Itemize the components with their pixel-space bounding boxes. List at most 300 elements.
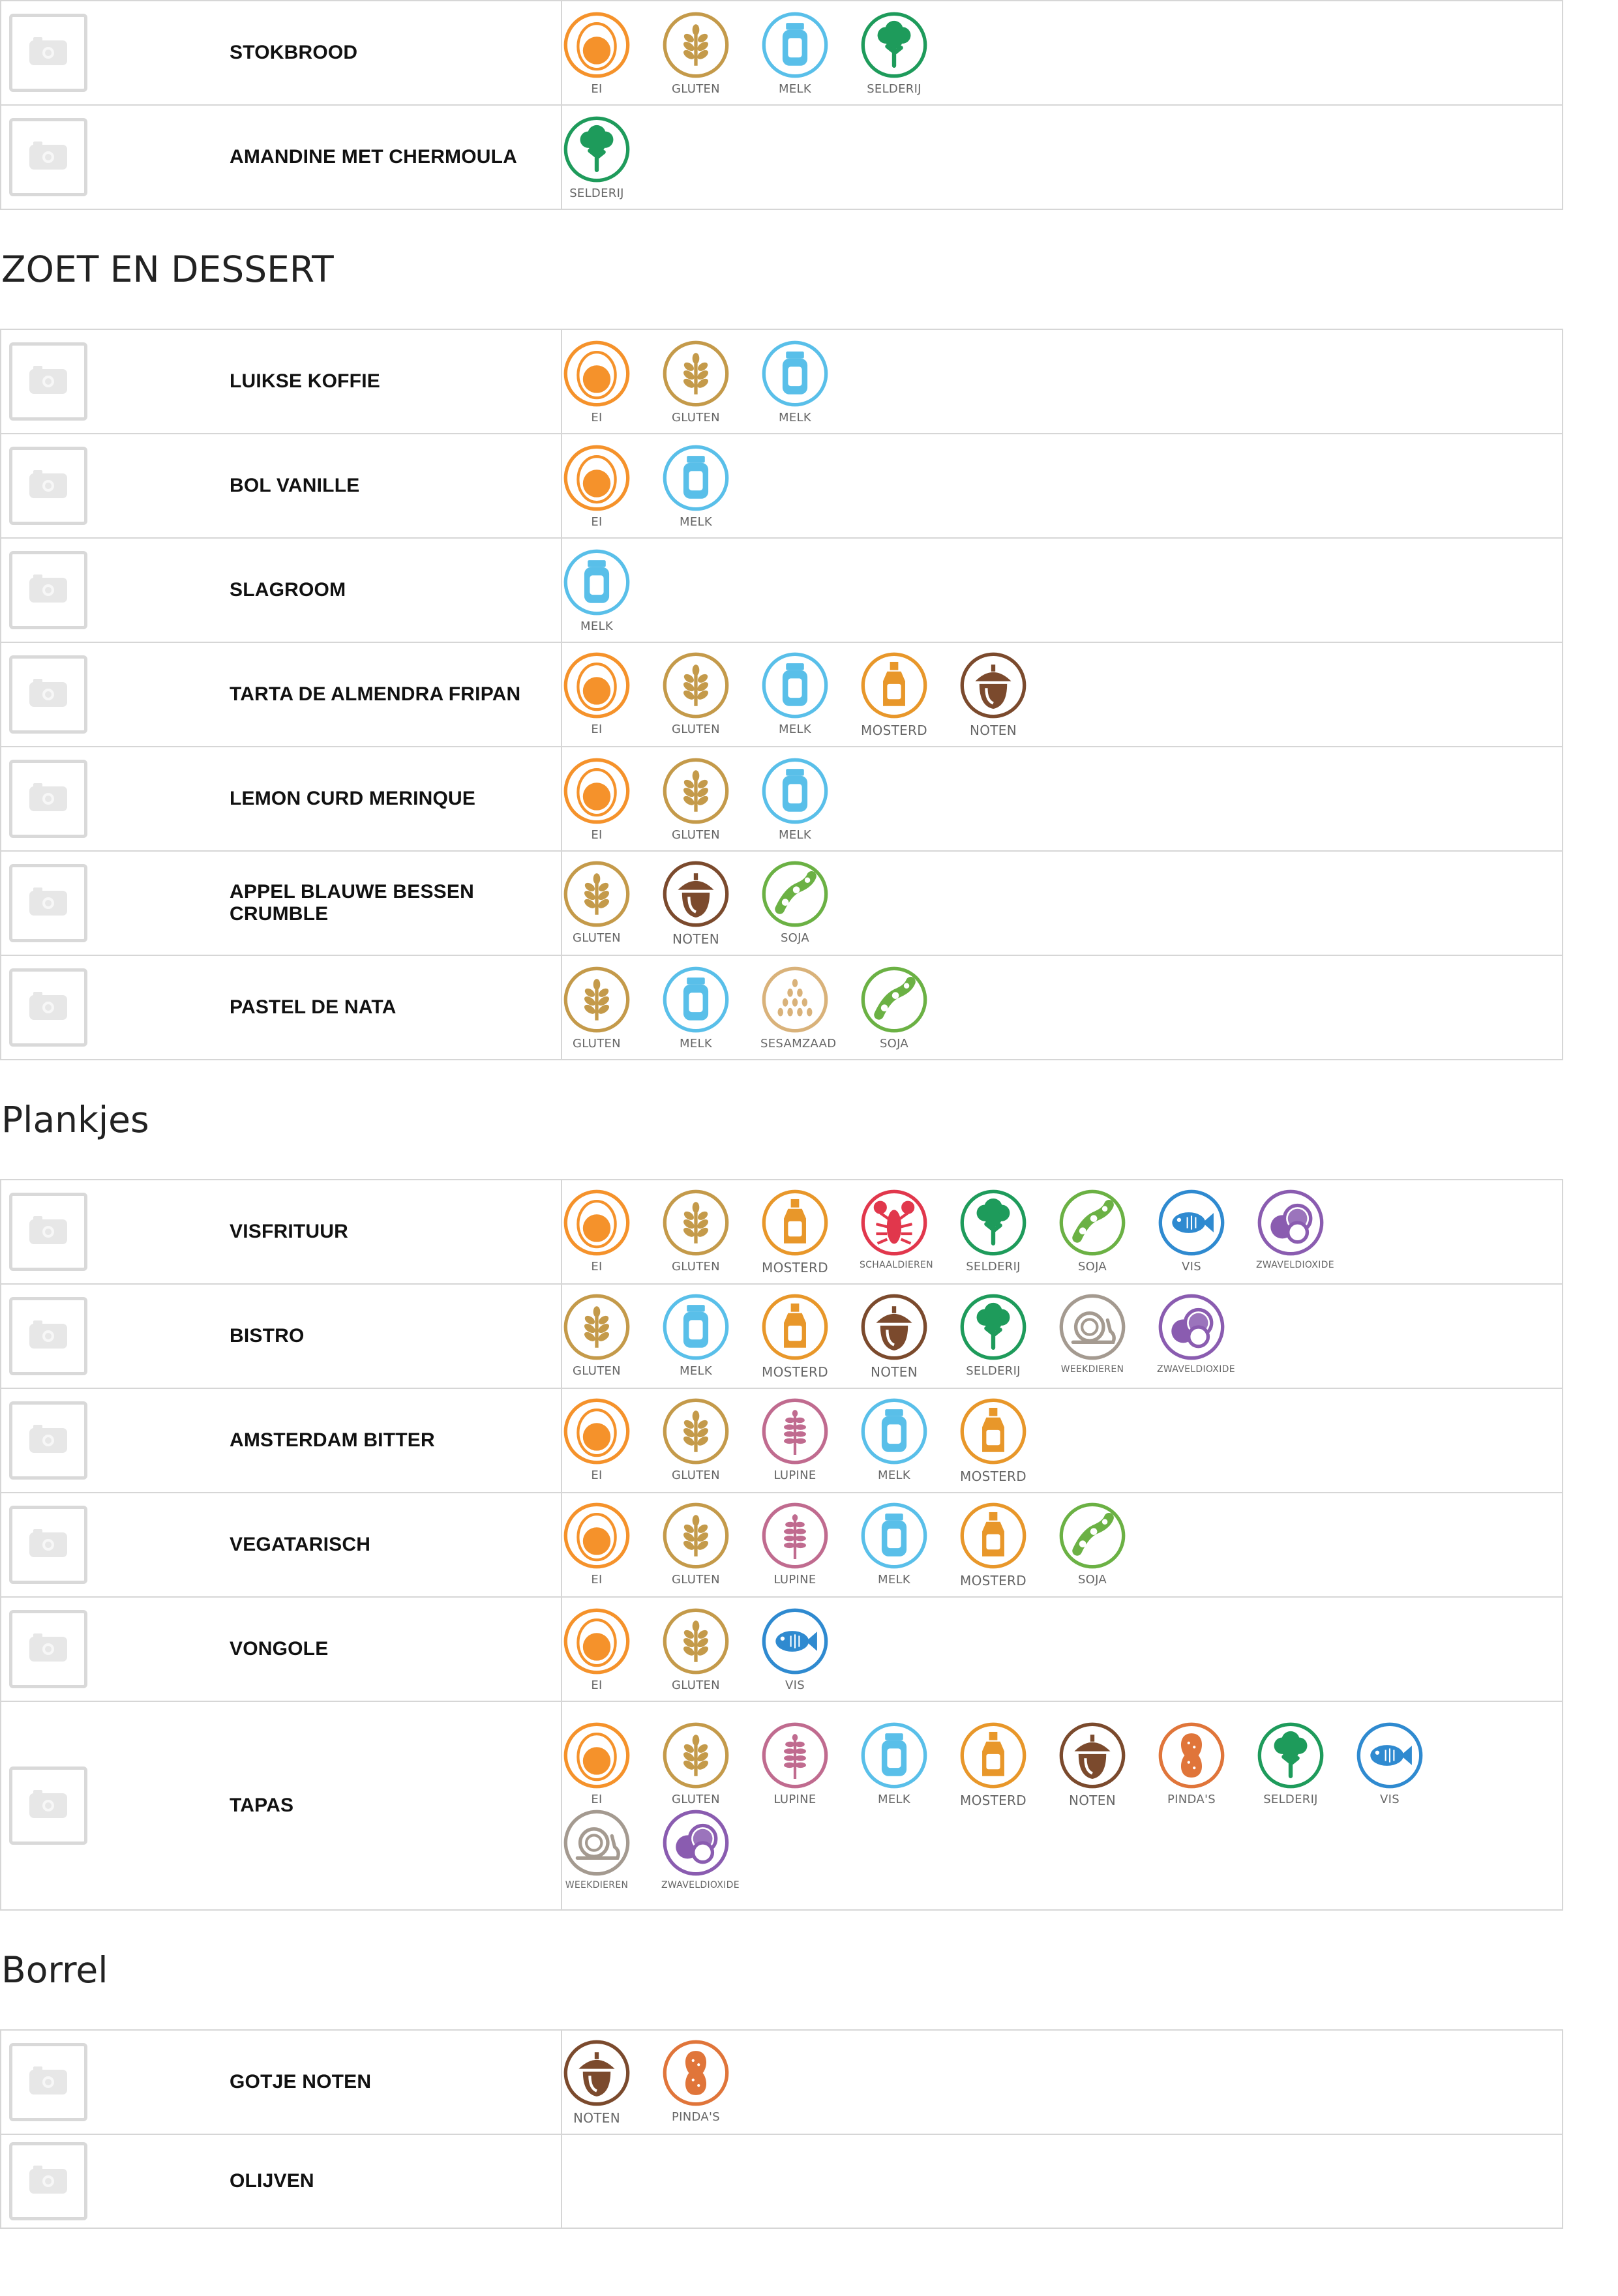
melk-icon [661, 965, 730, 1034]
allergen-list [562, 1721, 1475, 1890]
gluten-icon [661, 10, 730, 80]
soja-icon [860, 965, 929, 1034]
photo-placeholder-icon[interactable] [9, 342, 87, 421]
allergen-gluten [661, 1188, 760, 1275]
ei-icon [562, 651, 631, 720]
gluten-icon [661, 1607, 730, 1676]
allergen-label: LUPINE [773, 1793, 816, 1806]
allergen-label: SOJA [1077, 1260, 1107, 1274]
allergen-weekdieren [1058, 1292, 1157, 1380]
photo-placeholder-icon[interactable] [9, 1610, 87, 1688]
photo-placeholder-icon[interactable] [9, 118, 87, 196]
camera-icon [29, 1532, 67, 1557]
melk-icon [760, 756, 830, 826]
dish-info [1, 1493, 561, 1596]
vis-icon [1157, 1188, 1226, 1257]
menu-row [1, 329, 1563, 434]
allergen-list [562, 651, 1475, 738]
allergen-list [562, 339, 1475, 425]
allergen-zwaveldioxide [661, 1808, 760, 1890]
allergen-label: MOSTERD [960, 1469, 1026, 1484]
allergen-label: GLUTEN [672, 1793, 720, 1806]
dish-cell [1, 1493, 562, 1597]
allergen-label: SELDERIJ [569, 186, 624, 200]
mosterd-icon [959, 1397, 1028, 1466]
sesamzaad-icon [760, 965, 830, 1034]
photo-placeholder-icon[interactable] [9, 968, 87, 1047]
allergen-list [562, 1397, 1475, 1484]
allergen-cell [562, 851, 1563, 955]
gluten-icon [661, 1188, 730, 1257]
menu-table [0, 2029, 1563, 2229]
allergen-lupine [760, 1721, 860, 1808]
vis-icon [760, 1607, 830, 1676]
schaaldieren-icon [860, 1188, 929, 1257]
dish-cell [1, 1597, 562, 1701]
allergen-list [562, 1607, 1475, 1692]
camera-icon [29, 1428, 67, 1453]
selderij-icon [959, 1188, 1028, 1257]
dish-name: SLAGROOM [230, 579, 346, 601]
photo-placeholder-icon[interactable] [9, 864, 87, 942]
melk-icon [760, 339, 830, 408]
allergen-label: GLUTEN [672, 410, 720, 425]
zwaveldioxide-icon [661, 1808, 730, 1877]
allergen-soja [1058, 1188, 1157, 1275]
allergen-list [562, 1292, 1475, 1380]
camera-icon [29, 473, 67, 498]
allergen-gluten [661, 1397, 760, 1484]
camera-icon [29, 995, 67, 1020]
allergen-list [562, 756, 1475, 842]
photo-placeholder-icon[interactable] [9, 655, 87, 734]
melk-icon [860, 1721, 929, 1790]
dish-info [1, 434, 561, 537]
photo-placeholder-icon[interactable] [9, 14, 87, 92]
allergen-noten [661, 859, 760, 947]
allergen-cell [562, 1493, 1563, 1597]
allergen-cell [562, 1701, 1563, 1910]
allergen-gluten [661, 1501, 760, 1588]
dish-name: OLIJVEN [230, 2170, 314, 2192]
dish-info [1, 956, 561, 1059]
camera-icon [29, 786, 67, 811]
dish-info [1, 1, 561, 104]
allergen-vis [760, 1607, 860, 1692]
dish-cell [1, 1388, 562, 1493]
dish-info [1, 643, 561, 746]
menu-row [1, 1, 1563, 105]
photo-placeholder-icon[interactable] [9, 1193, 87, 1271]
allergen-list [562, 859, 1475, 947]
allergen-label: VIS [1380, 1793, 1400, 1806]
allergen-label: VIS [785, 1678, 805, 1692]
allergen-label: EI [591, 514, 603, 529]
allergen-label: NOTEN [573, 2110, 621, 2126]
camera-icon [29, 682, 67, 707]
menu-row [1, 2030, 1563, 2134]
melk-icon [562, 548, 631, 617]
ei-icon [562, 1607, 631, 1676]
noten-icon [562, 2038, 631, 2108]
gluten-icon [661, 1501, 730, 1570]
allergen-list [562, 443, 1475, 529]
allergen-noten [860, 1292, 959, 1380]
dish-info [1, 1598, 561, 1701]
allergen-label: MELK [779, 82, 811, 96]
allergen-label: GLUTEN [573, 1364, 621, 1378]
allergen-list [562, 115, 1475, 200]
allergen-ei [562, 1607, 661, 1692]
lupine-icon [760, 1721, 830, 1790]
allergen-label: EI [591, 1469, 603, 1482]
allergen-melk [860, 1501, 959, 1588]
allergen-label: LUPINE [773, 1573, 816, 1587]
allergen-melk [760, 651, 860, 738]
allergen-cell [562, 2134, 1563, 2228]
allergen-list [562, 965, 1475, 1051]
allergen-label: EI [591, 1573, 603, 1587]
zwaveldioxide-icon [1256, 1188, 1325, 1257]
allergen-label: GLUTEN [672, 1678, 720, 1692]
mosterd-icon [760, 1188, 830, 1257]
dish-cell [1, 329, 562, 434]
gluten-icon [661, 651, 730, 720]
dish-cell [1, 434, 562, 538]
dish-info [1, 852, 561, 955]
allergen-schaaldieren [860, 1188, 959, 1275]
menu-row [1, 1388, 1563, 1493]
ei-icon [562, 1188, 631, 1257]
dish-name: LUIKSE KOFFIE [230, 370, 380, 392]
allergen-label: MOSTERD [960, 1793, 1026, 1808]
menu-row [1, 851, 1563, 955]
menu-row [1, 538, 1563, 642]
allergen-gluten [562, 859, 661, 947]
dish-name: STOKBROOD [230, 42, 358, 63]
camera-icon [29, 1793, 67, 1818]
menu-row [1, 2134, 1563, 2228]
melk-icon [760, 10, 830, 80]
ei-icon [562, 1397, 631, 1466]
allergen-ei [562, 756, 661, 842]
section-title: ZOET EN DESSERT [1, 248, 334, 290]
allergen-noten [959, 651, 1058, 738]
allergen-mosterd [959, 1397, 1058, 1484]
allergen-cell [562, 105, 1563, 209]
allergen-ei [562, 339, 661, 425]
allergen-zwaveldioxide [1256, 1188, 1355, 1275]
allergen-label: MELK [680, 1036, 712, 1051]
melk-icon [661, 443, 730, 513]
noten-icon [959, 651, 1028, 720]
dish-cell [1, 2030, 562, 2134]
camera-icon [29, 145, 67, 170]
allergen-label: MOSTERD [861, 723, 927, 738]
dish-info [1, 747, 561, 850]
mosterd-icon [959, 1721, 1028, 1790]
allergen-ei [562, 443, 661, 529]
allergen-melk [860, 1721, 959, 1808]
allergen-label: SCHAALDIEREN [860, 1260, 933, 1270]
allergen-label: SELDERIJ [966, 1260, 1021, 1274]
allergen-sesamzaad [760, 965, 860, 1051]
pindas-icon [661, 2038, 730, 2108]
ei-icon [562, 1501, 631, 1570]
allergen-melk [661, 443, 760, 529]
allergen-label: SOJA [879, 1036, 909, 1051]
allergen-label: GLUTEN [573, 1036, 621, 1051]
allergen-gluten [562, 1292, 661, 1380]
allergen-label: MELK [878, 1573, 910, 1587]
allergen-label: MELK [779, 827, 811, 842]
allergen-selderij [959, 1188, 1058, 1275]
gluten-icon [661, 1721, 730, 1790]
allergen-list [562, 10, 1475, 96]
allergen-label: NOTEN [969, 723, 1017, 738]
allergen-gluten [562, 965, 661, 1051]
allergen-label: NOTEN [1068, 1793, 1116, 1808]
menu-table [0, 0, 1563, 210]
mosterd-icon [860, 651, 929, 720]
noten-icon [661, 859, 730, 929]
camera-icon [29, 40, 67, 65]
allergen-label: EI [591, 827, 603, 842]
allergen-list [562, 548, 1475, 633]
noten-icon [1058, 1721, 1127, 1790]
selderij-icon [1256, 1721, 1325, 1790]
menu-row [1, 1597, 1563, 1701]
allergen-label: MELK [580, 619, 613, 633]
allergen-label: MOSTERD [762, 1260, 828, 1275]
allergen-label: MELK [779, 723, 811, 736]
allergen-ei [562, 1397, 661, 1484]
allergen-soja [860, 965, 959, 1051]
noten-icon [860, 1292, 929, 1362]
photo-placeholder-icon[interactable] [9, 2142, 87, 2220]
menu-row [1, 1284, 1563, 1388]
allergen-cell [562, 747, 1563, 851]
allergen-mosterd [860, 651, 959, 738]
allergen-label: ZWAVELDIOXIDE [1157, 1364, 1235, 1375]
allergen-label: EI [591, 82, 603, 96]
menu-table [0, 329, 1563, 1060]
gluten-icon [661, 1397, 730, 1466]
photo-placeholder-icon[interactable] [9, 447, 87, 525]
allergen-label: GLUTEN [672, 1469, 720, 1482]
allergen-ei [562, 1188, 661, 1275]
dish-cell [1, 955, 562, 1060]
section-title: Plankjes [1, 1099, 149, 1141]
gluten-icon [562, 965, 631, 1034]
allergen-zwaveldioxide [1157, 1292, 1256, 1380]
allergen-label: MELK [779, 410, 811, 425]
ei-icon [562, 10, 631, 80]
allergen-pindas [661, 2038, 760, 2126]
allergen-lupine [760, 1397, 860, 1484]
allergen-label: PINDA'S [672, 2110, 720, 2124]
camera-icon [29, 2169, 67, 2194]
allergen-cell [562, 2030, 1563, 2134]
allergen-label: GLUTEN [672, 82, 720, 96]
dish-cell [1, 538, 562, 642]
menu-table [0, 1179, 1563, 1911]
dish-cell [1, 2134, 562, 2228]
dish-info [1, 1285, 561, 1388]
allergen-vis [1157, 1188, 1256, 1275]
allergen-cell [562, 434, 1563, 538]
dish-name: LEMON CURD MERINQUE [230, 788, 476, 809]
dish-name: VISFRITUUR [230, 1221, 348, 1242]
dish-info [1, 1389, 561, 1492]
photo-placeholder-icon[interactable] [9, 1401, 87, 1480]
allergen-melk [860, 1397, 959, 1484]
allergen-soja [760, 859, 860, 947]
zwaveldioxide-icon [1157, 1292, 1226, 1362]
allergen-label: VIS [1182, 1260, 1201, 1274]
allergen-gluten [661, 1721, 760, 1808]
lupine-icon [760, 1397, 830, 1466]
allergen-label: EI [591, 723, 603, 736]
selderij-icon [959, 1292, 1028, 1362]
allergen-cell [562, 329, 1563, 434]
ei-icon [562, 443, 631, 513]
allergen-label: MOSTERD [762, 1364, 828, 1380]
melk-icon [661, 1292, 730, 1362]
dish-cell [1, 105, 562, 209]
allergen-ei [562, 10, 661, 96]
allergen-melk [661, 965, 760, 1051]
dish-name: VEGATARISCH [230, 1534, 371, 1555]
allergen-label: ZWAVELDIOXIDE [1256, 1260, 1334, 1270]
photo-placeholder-icon[interactable] [9, 2043, 87, 2121]
menu-row [1, 955, 1563, 1060]
allergen-melk [562, 548, 661, 633]
dish-cell [1, 1284, 562, 1388]
allergen-selderij [562, 115, 661, 200]
allergen-noten [562, 2038, 661, 2126]
allergen-label: MOSTERD [960, 1573, 1026, 1588]
allergen-list [562, 1501, 1475, 1588]
allergen-label: SESAMZAAD [760, 1036, 837, 1051]
dish-name: TAPAS [230, 1795, 294, 1816]
photo-placeholder-icon[interactable] [9, 1297, 87, 1375]
allergen-label: GLUTEN [672, 827, 720, 842]
allergen-gluten [661, 756, 760, 842]
allergen-label: ZWAVELDIOXIDE [661, 1880, 740, 1890]
allergen-ei [562, 651, 661, 738]
allergen-cell [562, 955, 1563, 1060]
allergen-label: GLUTEN [672, 1260, 720, 1274]
allergen-selderij [1256, 1721, 1355, 1808]
dish-info [1, 2135, 561, 2228]
allergen-list [562, 1188, 1475, 1275]
allergen-label: NOTEN [870, 1364, 918, 1380]
ei-icon [562, 1721, 631, 1790]
allergen-label: SELDERIJ [867, 82, 921, 96]
menu-row [1, 747, 1563, 851]
melk-icon [760, 651, 830, 720]
allergen-mosterd [760, 1292, 860, 1380]
menu-row [1, 105, 1563, 209]
photo-placeholder-icon[interactable] [9, 1506, 87, 1584]
allergen-ei [562, 1721, 661, 1808]
menu-row [1, 1180, 1563, 1284]
allergen-label: EI [591, 1260, 603, 1274]
allergen-melk [760, 10, 860, 96]
allergen-gluten [661, 10, 760, 96]
camera-icon [29, 1637, 67, 1662]
allergen-pindas [1157, 1721, 1256, 1808]
melk-icon [860, 1501, 929, 1570]
allergen-selderij [860, 10, 959, 96]
dish-name: APPEL BLAUWE BESSEN CRUMBLE [230, 881, 474, 925]
allergen-label: MELK [878, 1793, 910, 1806]
allergen-cell [562, 1284, 1563, 1388]
dish-name: AMSTERDAM BITTER [230, 1429, 435, 1451]
allergen-vis [1355, 1721, 1454, 1808]
allergen-melk [661, 1292, 760, 1380]
dish-name: BISTRO [230, 1325, 305, 1347]
allergen-label: SOJA [1077, 1573, 1107, 1587]
ei-icon [562, 339, 631, 408]
allergen-soja [1058, 1501, 1157, 1588]
allergen-label: SELDERIJ [966, 1364, 1021, 1378]
dish-info [1, 106, 561, 209]
allergen-weekdieren [562, 1808, 661, 1890]
photo-placeholder-icon[interactable] [9, 1767, 87, 1845]
soja-icon [760, 859, 830, 929]
dish-name: PASTEL DE NATA [230, 996, 397, 1018]
selderij-icon [860, 10, 929, 80]
allergen-label: PINDA'S [1167, 1793, 1216, 1806]
photo-placeholder-icon[interactable] [9, 760, 87, 838]
dish-cell [1, 642, 562, 747]
dish-cell [1, 1, 562, 105]
allergen-gluten [661, 1607, 760, 1692]
section-title: Borrel [1, 1949, 108, 1991]
dish-info [1, 1180, 561, 1283]
allergen-gluten [661, 339, 760, 425]
dish-name: BOL VANILLE [230, 475, 360, 496]
allergen-melk [760, 756, 860, 842]
photo-placeholder-icon[interactable] [9, 551, 87, 629]
ei-icon [562, 756, 631, 826]
camera-icon [29, 1324, 67, 1349]
dish-info [1, 2031, 561, 2134]
allergen-label: SOJA [780, 931, 810, 945]
allergen-cell [562, 1, 1563, 105]
mosterd-icon [760, 1292, 830, 1362]
allergen-cell [562, 1597, 1563, 1701]
camera-icon [29, 891, 67, 916]
allergen-cell [562, 1180, 1563, 1284]
lupine-icon [760, 1501, 830, 1570]
gluten-icon [661, 756, 730, 826]
dish-info [1, 330, 561, 433]
allergen-label: MELK [680, 1364, 712, 1378]
allergen-label: MELK [680, 514, 712, 529]
allergen-list [562, 2038, 1475, 2126]
allergen-melk [760, 339, 860, 425]
pindas-icon [1157, 1721, 1226, 1790]
allergen-label: MELK [878, 1469, 910, 1482]
menu-row [1, 642, 1563, 747]
dish-cell [1, 851, 562, 955]
allergen-gluten [661, 651, 760, 738]
dish-name: VONGOLE [230, 1638, 329, 1660]
menu-row [1, 1493, 1563, 1597]
